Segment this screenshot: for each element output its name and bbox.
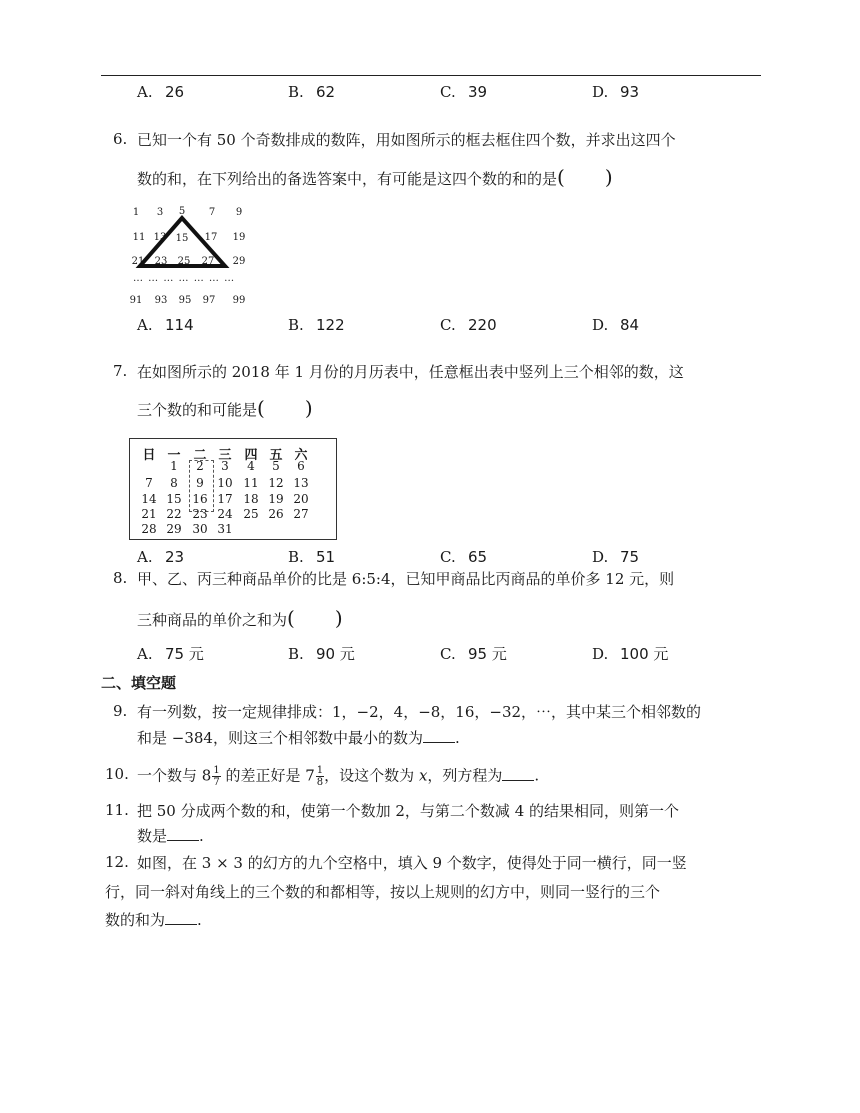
array-cell: 11	[132, 232, 146, 243]
answer-blank	[165, 910, 197, 925]
q7-number: 7.	[113, 362, 128, 380]
array-cell: 99	[232, 295, 246, 306]
answer-blank	[167, 826, 199, 841]
calendar-day-cell: 5	[272, 459, 280, 473]
calendar-day-cell: 26	[268, 507, 284, 521]
q12-text-line2: 行，同一斜对角线上的三个数的和都相等，按以上规则的幻方中，则同一竖行的三个	[105, 883, 661, 901]
calendar-day-cell: 11	[243, 476, 259, 490]
calendar-day-cell: 7	[145, 476, 153, 490]
calendar-day-cell: 31	[217, 522, 233, 536]
q7-text-line2: 三个数的和可能是( )	[137, 396, 313, 420]
array-cell: 25	[177, 256, 191, 267]
calendar-header-cell: 六	[294, 448, 308, 463]
answer-paren: ( )	[287, 606, 343, 630]
calendar-header-cell: 五	[269, 448, 283, 463]
calendar-day-cell: 17	[217, 492, 233, 506]
q8-text-line2: 三种商品的单价之和为( )	[137, 606, 343, 630]
option-a: A. 23	[137, 548, 185, 566]
calendar-day-cell: 20	[293, 492, 309, 506]
q6-text-line1: 已知一个有 50 个奇数排成的数阵，用如图所示的框去框住四个数，并求出这四个	[137, 131, 676, 149]
calendar-day-cell: 14	[141, 492, 157, 506]
calendar-day-cell: 25	[243, 507, 259, 521]
calendar-day-cell: 24	[217, 507, 233, 521]
q11-number: 11.	[105, 801, 129, 819]
answer-paren: ( )	[557, 165, 613, 189]
array-cell: 29	[232, 256, 246, 267]
calendar-day-cell: 6	[297, 459, 305, 473]
q6-text-line2: 数的和，在下列给出的备选答案中，有可能是这四个数的和的是( )	[137, 165, 613, 189]
calendar-day-cell: 1	[170, 459, 178, 473]
array-cell: 1	[132, 207, 140, 218]
q10-text: 一个数与 8 $\frac{1}{7}$ 的差正好是 7 $\frac{1}{8}$ ，设这个数为 x，列方程为 .	[137, 765, 540, 788]
array-cell: 91	[129, 295, 143, 306]
option-b: B. 51	[288, 548, 336, 566]
array-cell: 15	[175, 233, 189, 244]
array-cell: 21	[131, 256, 145, 267]
array-ellipsis: … … … … … … …	[133, 273, 236, 284]
q12-number: 12.	[105, 853, 129, 871]
calendar-day-cell: 19	[268, 492, 284, 506]
section-heading: 二、填空题	[101, 674, 177, 692]
array-cell: 19	[232, 232, 246, 243]
option-a: A. 114	[137, 316, 194, 334]
q8-number: 8.	[113, 569, 128, 587]
q11-text-line1: 把 50 分成两个数的和，使第一个数加 2，与第二个数减 4 的结果相同，则第一个	[137, 802, 680, 820]
option-b: B. 62	[288, 83, 336, 101]
answer-blank	[423, 728, 455, 743]
calendar-header-cell: 二	[193, 448, 207, 463]
array-cell: 27	[201, 256, 215, 267]
calendar-day-cell: 9	[196, 476, 204, 490]
triangle-frame	[130, 210, 240, 272]
q11-text-line2: 数是 .	[137, 827, 204, 845]
fraction: $\frac{1}{7}$	[213, 765, 220, 788]
fraction: $\frac{1}{8}$	[316, 765, 324, 788]
top-rule	[101, 75, 761, 76]
calendar-day-cell: 23	[192, 507, 208, 521]
array-cell: 23	[154, 256, 168, 267]
calendar-day-cell: 10	[217, 476, 233, 490]
option-a: A. 75 元	[137, 645, 204, 663]
array-cell: 7	[208, 207, 216, 218]
q10-number: 10.	[105, 765, 129, 783]
q8-text-line1: 甲、乙、丙三种商品单价的比是 6:5:4，已知甲商品比丙商品的单价多 12 元，则	[137, 570, 675, 588]
q7-text-line1: 在如图所示的 2018 年 1 月份的月历表中，任意框出表中竖列上三个相邻的数，这	[137, 363, 684, 381]
calendar-day-cell: 4	[247, 459, 255, 473]
calendar-day-cell: 30	[192, 522, 208, 536]
calendar-day-cell: 21	[141, 507, 157, 521]
option-c: C. 39	[440, 83, 488, 101]
array-cell: 13	[153, 232, 167, 243]
array-cell: 9	[235, 207, 243, 218]
option-d: D. 100 元	[592, 645, 669, 663]
q6-number: 6.	[113, 130, 128, 148]
option-a: A. 26	[137, 83, 185, 101]
calendar-day-cell: 27	[293, 507, 309, 521]
calendar-day-cell: 15	[166, 492, 182, 506]
option-c: C. 65	[440, 548, 488, 566]
array-cell: 17	[204, 232, 218, 243]
calendar-day-cell: 2	[196, 459, 204, 473]
array-cell: 5	[178, 206, 186, 217]
option-c: C. 95 元	[440, 645, 507, 663]
option-d: D. 84	[592, 316, 640, 334]
calendar-day-cell: 29	[166, 522, 182, 536]
calendar-day-cell: 16	[192, 492, 208, 506]
option-d: D. 93	[592, 83, 640, 101]
option-d: D. 75	[592, 548, 640, 566]
array-cell: 95	[178, 295, 192, 306]
calendar-day-cell: 3	[221, 459, 229, 473]
calendar-header-cell: 三	[218, 448, 232, 463]
calendar-day-cell: 12	[268, 476, 284, 490]
option-b: B. 90 元	[288, 645, 355, 663]
calendar-header-cell: 一	[167, 448, 181, 463]
calendar-header-cell: 日	[142, 448, 156, 463]
calendar-day-cell: 18	[243, 492, 259, 506]
q9-text-line1: 有一列数，按一定规律排成：1，−2，4，−8，16，−32，⋯，其中某三个相邻数的	[137, 703, 702, 721]
calendar-day-cell: 13	[293, 476, 309, 490]
array-cell: 3	[156, 207, 164, 218]
q12-text-line1: 如图，在 3 × 3 的幻方的九个空格中，填入 9 个数字，使得处于同一横行，同一竖	[137, 854, 687, 872]
q9-number: 9.	[113, 702, 128, 720]
option-c: C. 220	[440, 316, 497, 334]
answer-paren: ( )	[257, 396, 313, 420]
answer-blank	[502, 766, 534, 781]
array-cell: 93	[154, 295, 168, 306]
option-b: B. 122	[288, 316, 345, 334]
array-cell: 97	[202, 295, 216, 306]
q9-text-line2: 和是 −384，则这三个相邻数中最小的数为 .	[137, 729, 460, 747]
calendar-day-cell: 22	[166, 507, 182, 521]
calendar-header-cell: 四	[244, 448, 258, 463]
calendar-day-cell: 28	[141, 522, 157, 536]
q12-text-line3: 数的和为 .	[105, 911, 202, 929]
calendar-day-cell: 8	[170, 476, 178, 490]
